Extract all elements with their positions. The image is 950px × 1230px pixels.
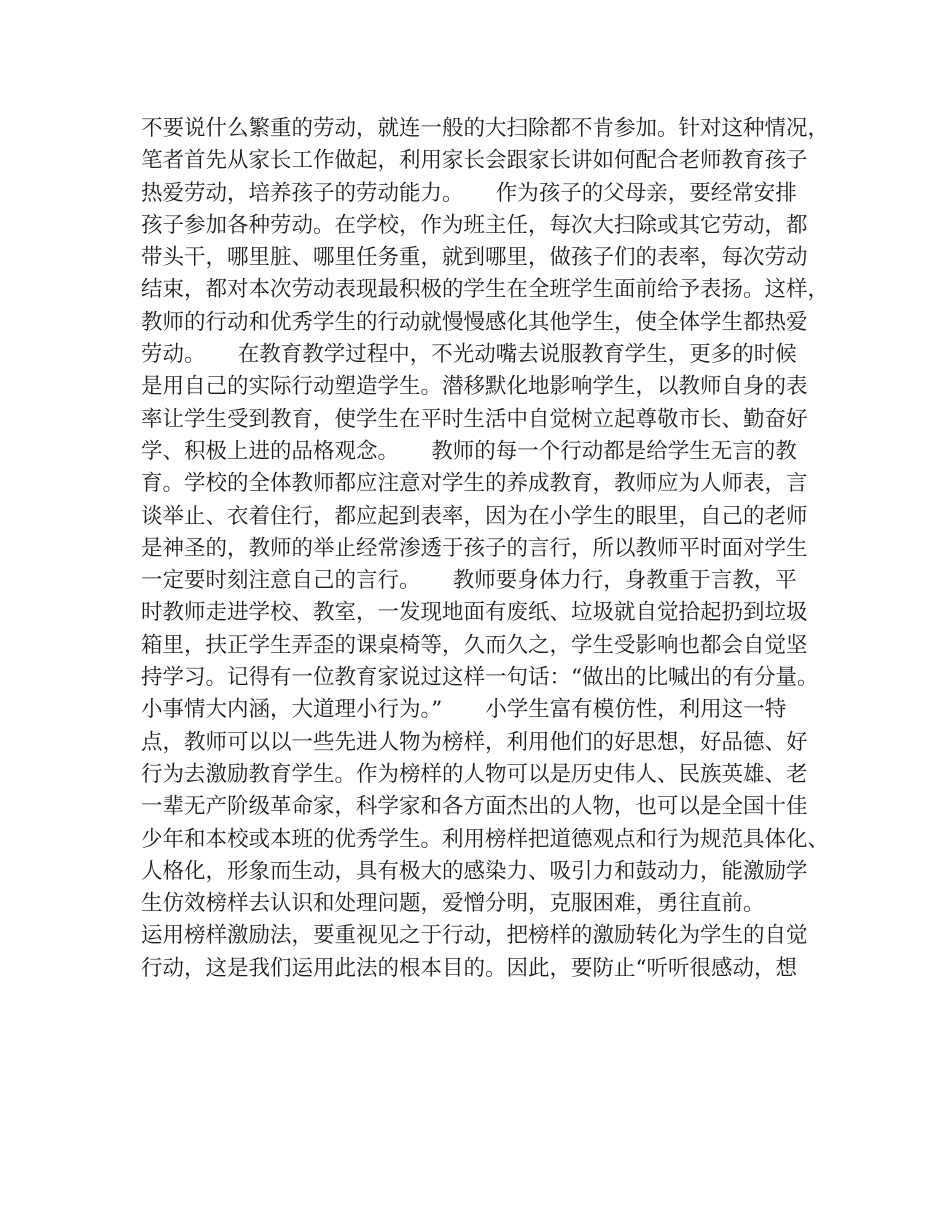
text-line: 是用自己的实际行动塑造学生。潜移默化地影响学生，以教师自身的表	[141, 374, 808, 400]
body-text	[141, 113, 841, 985]
text-line: 带头干，哪里脏、哪里任务重，就到哪里，做孩子们的表率，每次劳动	[141, 245, 808, 271]
text-line: 率让学生受到教育，使学生在平时生活中自觉树立起尊敬市长、勤奋好	[141, 406, 808, 432]
text-line: 笔者首先从家长工作做起，利用家长会跟家长讲如何配合老师教育孩子	[141, 148, 808, 174]
text-line: 学、积极上进的品格观念。 教师的每一个行动都是给学生无言的教	[141, 438, 797, 464]
text-line: 少年和本校或本班的优秀学生。利用榜样把道德观点和行为规范具体化、	[141, 826, 830, 852]
text-line: 谈举止、衣着住行，都应起到表率，因为在小学生的眼里，自己的老师	[141, 503, 808, 529]
text-line: 热爱劳动，培养孩子的劳动能力。 作为孩子的父母亲，要经常安排	[141, 180, 797, 206]
text-line: 一辈无产阶级革命家，科学家和各方面杰出的人物，也可以是全国十佳	[141, 794, 808, 820]
text-line: 生仿效榜样去认识和处理问题，爱憎分明，克服困难，勇往直前。	[141, 891, 765, 917]
text-line: 小事情大内涵，大道理小行为。” 小学生富有模仿性，利用这一特	[141, 697, 787, 723]
text-line: 行动，这是我们运用此法的根本目的。因此，要防止“听听很感动，想	[141, 955, 797, 981]
text-line: 教师的行动和优秀学生的行动就慢慢感化其他学生，使全体学生都热爱	[141, 309, 808, 335]
text-line: 箱里，扶正学生弄歪的课桌椅等，久而久之，学生受影响也都会自觉坚	[141, 632, 808, 658]
text-line: 运用榜样激励法，要重视见之于行动，把榜样的激励转化为学生的自觉	[141, 923, 808, 949]
text-line: 孩子参加各种劳动。在学校，作为班主任，每次大扫除或其它劳动，都	[141, 212, 808, 238]
text-line: 育。学校的全体教师都应注意对学生的养成教育，教师应为人师表，言	[141, 471, 808, 497]
text-line: 点，教师可以以一些先进人物为榜样，利用他们的好思想，好品德、好	[141, 729, 808, 755]
text-line: 一定要时刻注意自己的言行。 教师要身体力行，身教重于言教，平	[141, 568, 797, 594]
text-line: 持学习。记得有一位教育家说过这样一句话：“做出的比喊出的有分量。	[141, 665, 819, 691]
text-line: 时教师走进学校、教室，一发现地面有废纸、垃圾就自觉拾起扔到垃圾	[141, 600, 808, 626]
text-line: 行为去激励教育学生。作为榜样的人物可以是历史伟人、民族英雄、老	[141, 761, 808, 787]
text-line: 结束，都对本次劳动表现最积极的学生在全班学生面前给予表扬。这样，	[141, 277, 830, 303]
text-line: 人格化，形象而生动，具有极大的感染力、吸引力和鼓动力，能激励学	[141, 858, 808, 884]
text-line: 不要说什么繁重的劳动，就连一般的大扫除都不肯参加。针对这种情况，	[141, 116, 830, 141]
text-line: 劳动。 在教育教学过程中，不光动嘴去说服教育学生，更多的时候	[141, 342, 797, 368]
text-line: 是神圣的，教师的举止经常渗透于孩子的言行，所以教师平时面对学生	[141, 535, 808, 561]
